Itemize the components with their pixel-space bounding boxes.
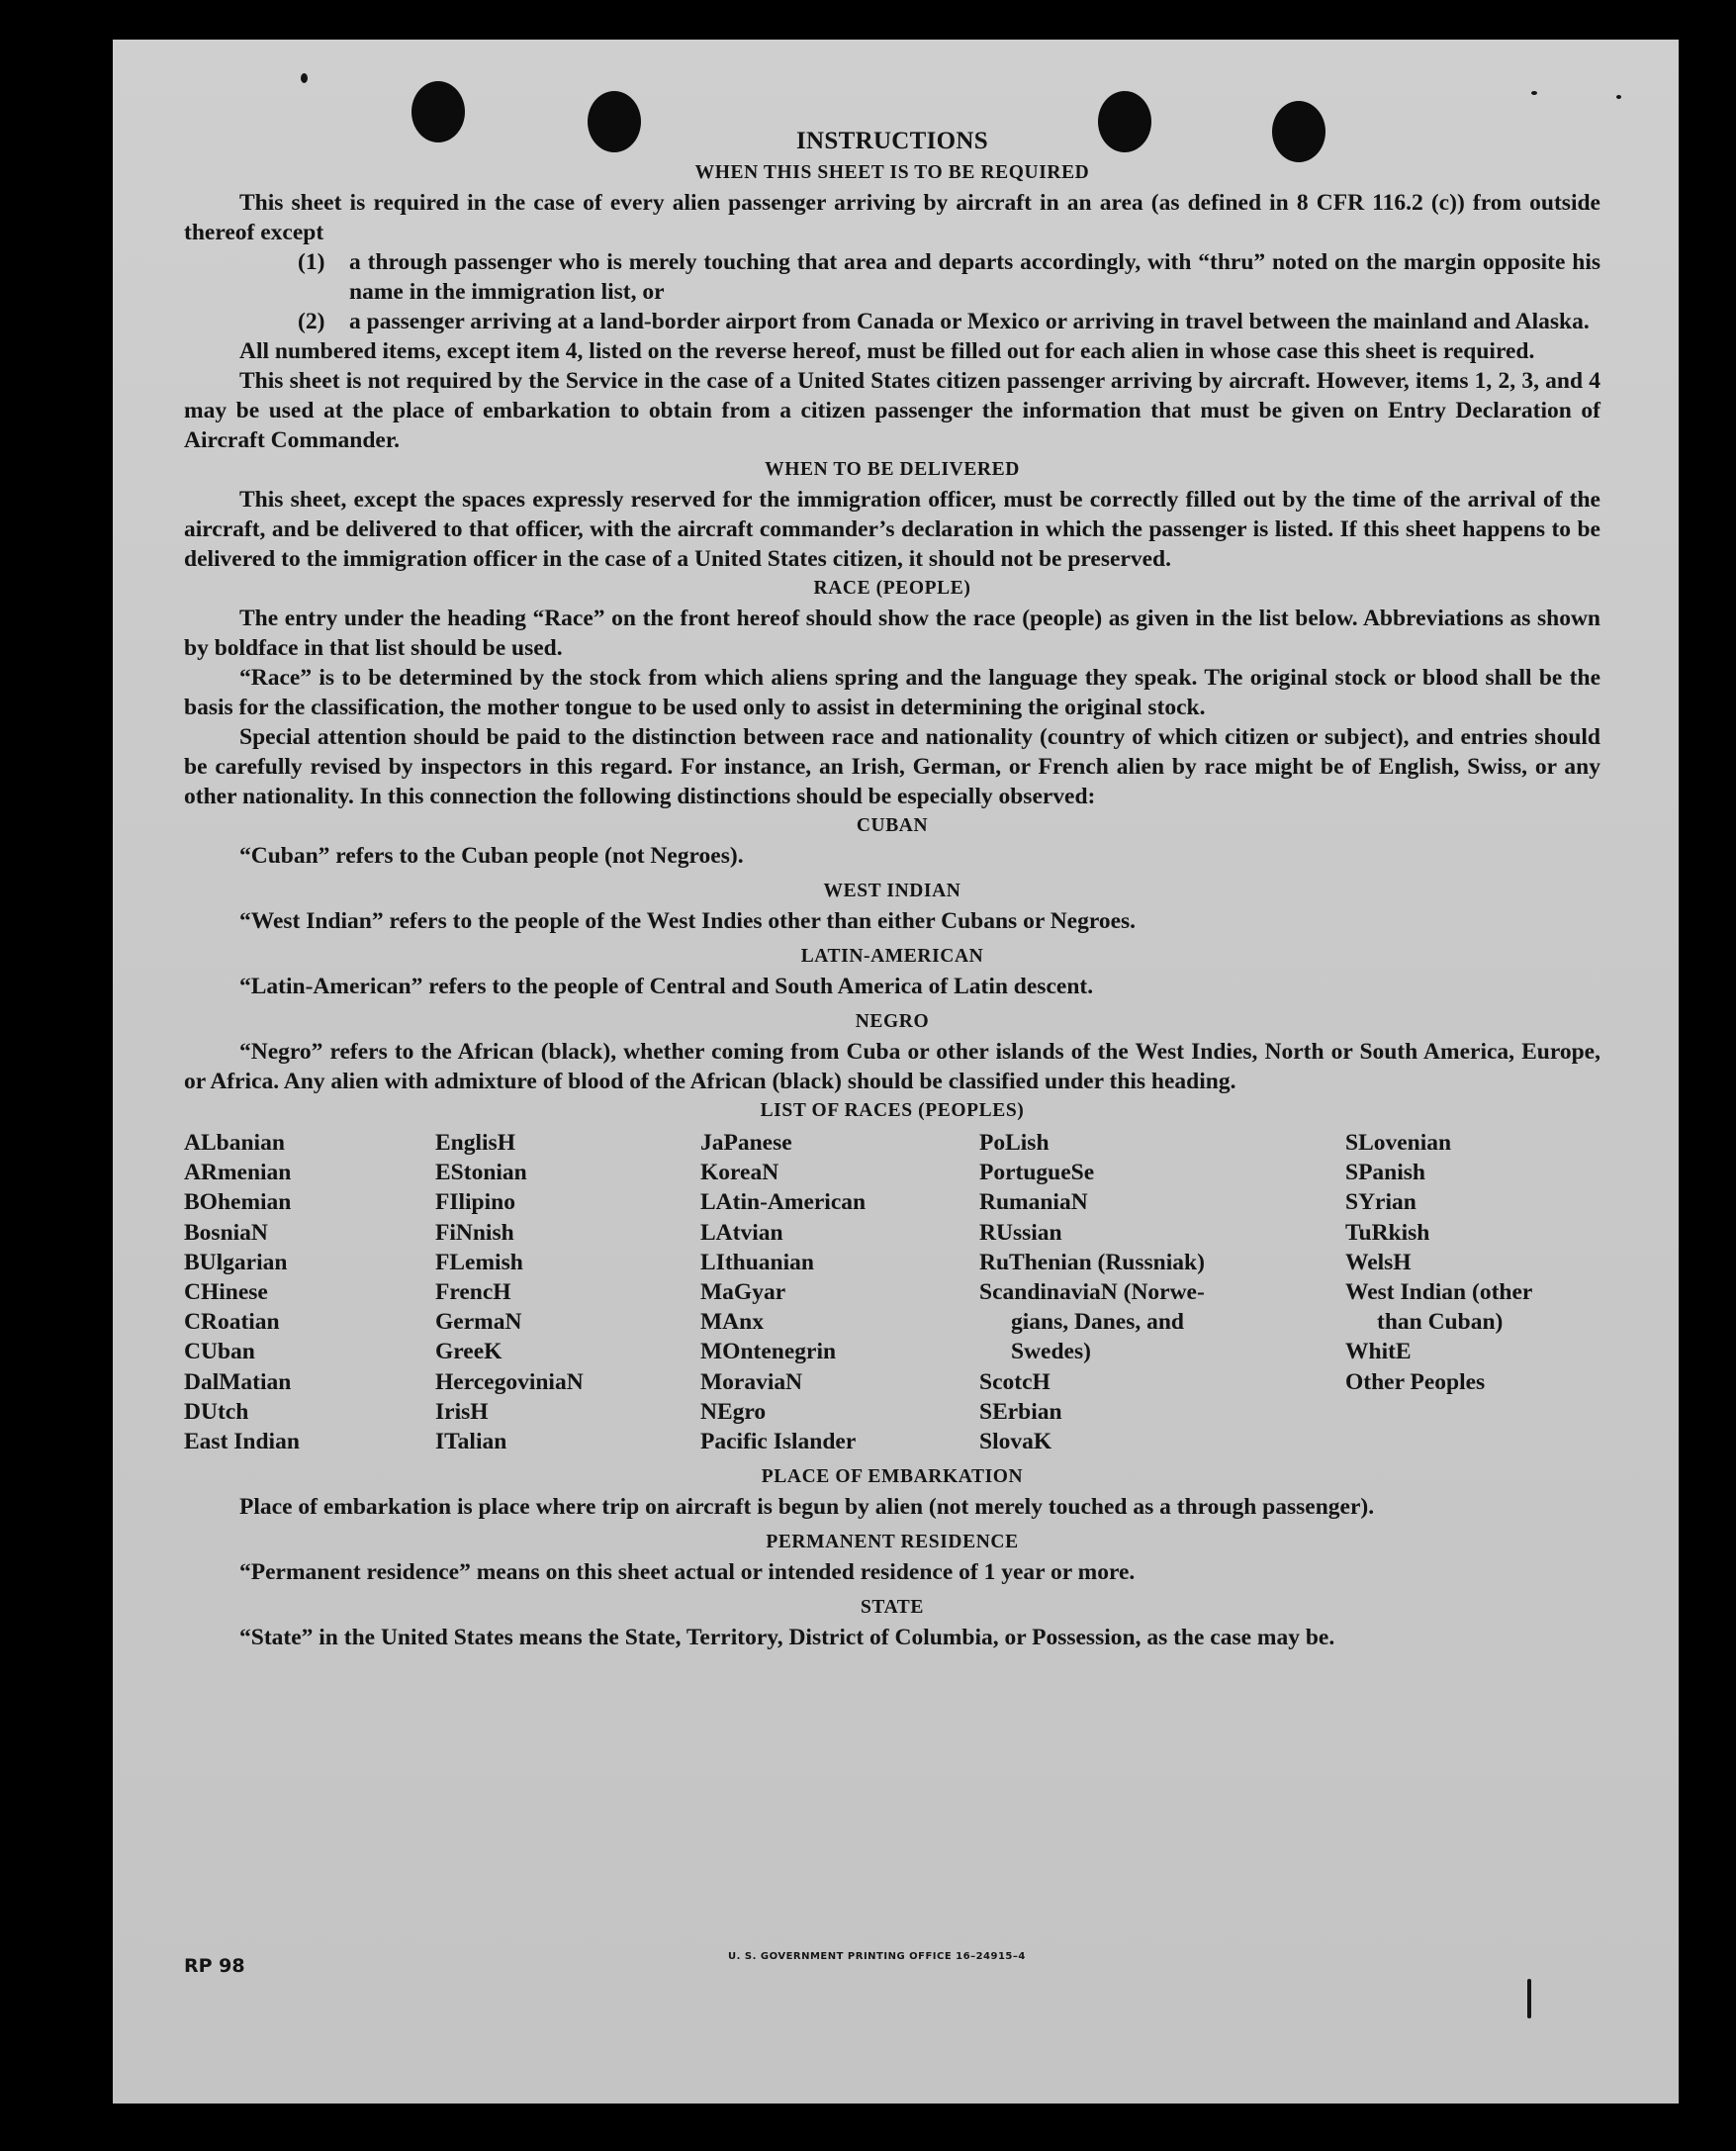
list-item: ITalian	[435, 1429, 507, 1455]
list-item: MoraviaN	[700, 1368, 803, 1395]
list-item: PoLish	[979, 1130, 1050, 1156]
list-item: WelsH	[1345, 1249, 1412, 1275]
list-item: SlovaK	[979, 1429, 1052, 1455]
list-item: TuRkish	[1345, 1219, 1430, 1246]
paragraph: “Negro” refers to the African (black), whether coming from Cuba or other islands of the West Indies, North or South America, Europe, or Africa. Any alien with admixture of blood of the African (black) should be classified under this heading.	[184, 1039, 1600, 1094]
list-item: SErbian	[979, 1398, 1062, 1425]
list-item: gians, Danes, and	[1011, 1309, 1184, 1336]
section-heading: LIST OF RACES (PEOPLES)	[760, 1100, 1025, 1121]
instructions-body	[184, 125, 1600, 1652]
list-item: RumaniaN	[979, 1189, 1088, 1216]
item-number: (2)	[298, 309, 325, 334]
list-item: IrisH	[435, 1398, 489, 1425]
race-column	[435, 1128, 700, 1456]
race-column	[979, 1128, 1345, 1456]
list-item: EStonian	[435, 1160, 527, 1186]
race-column	[700, 1128, 979, 1456]
list-item: ARmenian	[184, 1160, 292, 1186]
ink-speck	[1531, 91, 1537, 95]
item-number: (1)	[298, 249, 325, 275]
list-item: East Indian	[184, 1429, 300, 1455]
paragraph: This sheet is not required by the Service in the case of a United States citizen passenger arriving by aircraft. However, items 1, 2, 3, and 4 may be used at the place of embarkation to obtain from a citizen passenger the information that must be given on Entry Declaration of Aircraft Commander.	[184, 368, 1600, 453]
paragraph: Place of embarkation is place where trip on aircraft is begun by alien (not merely touched as a through passenger).	[239, 1494, 1375, 1521]
list-item: FIlipino	[435, 1189, 515, 1216]
list-item: JaPanese	[700, 1130, 792, 1156]
race-column	[184, 1128, 435, 1456]
list-item: Pacific Islander	[700, 1429, 857, 1455]
list-item: EnglisH	[435, 1130, 515, 1156]
paragraph: “Race” is to be determined by the stock from which aliens spring and the language they speak. The original stock or blood shall be the basis for the classification, the mother tongue to be used only to assist in determining the original stock.	[184, 665, 1600, 720]
paragraph: “State” in the United States means the State, Territory, District of Columbia, or Possession, as the case may be.	[239, 1625, 1335, 1651]
list-item: KoreaN	[700, 1160, 779, 1186]
list-item: West Indian (other	[1345, 1279, 1533, 1306]
list-item: MOntenegrin	[700, 1339, 837, 1365]
list-item: FiNnish	[435, 1219, 514, 1246]
paragraph: The entry under the heading “Race” on the front hereof should show the race (people) as given in the list below. Abbreviations as shown by boldface in that list should be used.	[184, 606, 1600, 661]
section-heading: PLACE OF EMBARKATION	[761, 1466, 1024, 1488]
paragraph: All numbered items, except item 4, listed on the reverse hereof, must be filled out for each alien in whose case this sheet is required.	[239, 338, 1535, 364]
list-item: Other Peoples	[1345, 1368, 1486, 1395]
list-item: MAnx	[700, 1309, 764, 1336]
paragraph: “Cuban” refers to the Cuban people (not Negroes).	[239, 843, 744, 869]
list-item: BosniaN	[184, 1219, 268, 1246]
document-page	[113, 40, 1679, 2104]
section-heading: NEGRO	[855, 1011, 930, 1032]
list-item: ALbanian	[184, 1130, 285, 1156]
race-column	[1345, 1128, 1600, 1456]
list-item: SLovenian	[1345, 1130, 1452, 1156]
paragraph: “Permanent residence” means on this sheet actual or intended residence of 1 year or more.	[239, 1559, 1136, 1586]
list-item: than Cuban)	[1377, 1309, 1504, 1336]
list-item: CRoatian	[184, 1309, 280, 1336]
section-heading: WHEN THIS SHEET IS TO BE REQUIRED	[694, 162, 1090, 183]
paragraph: “Latin-American” refers to the people of Central and South America of Latin descent.	[239, 974, 1094, 999]
list-item: ScotcH	[979, 1368, 1051, 1395]
list-item: SPanish	[1345, 1160, 1425, 1186]
list-item: DUtch	[184, 1398, 249, 1425]
form-number: RP 98	[184, 1955, 245, 1977]
list-item: FLemish	[435, 1249, 523, 1275]
list-item: WhitE	[1345, 1339, 1412, 1365]
list-item: MaGyar	[700, 1279, 786, 1306]
list-item: RuThenian (Russniak)	[979, 1249, 1205, 1275]
paragraph: This sheet, except the spaces expressly reserved for the immigration officer, must be correctly filled out by the time of the arrival of the aircraft, and be delivered to that officer, with the aircraft commander’s declaration in which the passenger is listed. If this sheet happens to be delivered to the immigration officer in the case of a United States citizen, it should not be preserved.	[184, 487, 1600, 572]
paragraph: This sheet is required in the case of every alien passenger arriving by aircraft in an area (as defined in 8 CFR 116.2 (c)) from outside thereof except	[184, 190, 1600, 245]
list-item: GreeK	[435, 1339, 503, 1365]
section-heading: WHEN TO BE DELIVERED	[765, 459, 1020, 480]
exception-item	[184, 307, 1600, 336]
list-item: BUlgarian	[184, 1249, 288, 1275]
list-item: LAtin-American	[700, 1189, 867, 1216]
exception-item	[184, 247, 1600, 307]
section-heading: CUBAN	[856, 815, 929, 836]
race-list	[184, 1128, 1600, 1456]
item-text: a through passenger who is merely touching that area and departs accordingly, with “thru” noted on the margin opposite his name in the immigration list, or	[349, 249, 1600, 305]
item-text: a passenger arriving at a land-border airport from Canada or Mexico or arriving in travel between the mainland and Alaska.	[349, 309, 1590, 334]
ink-speck	[301, 73, 308, 83]
list-item: RUssian	[979, 1219, 1062, 1246]
section-heading: PERMANENT RESIDENCE	[766, 1532, 1019, 1553]
ink-speck	[1616, 95, 1621, 99]
list-item: FrencH	[435, 1279, 511, 1306]
list-item: LIthuanian	[700, 1249, 814, 1275]
list-item: DalMatian	[184, 1368, 292, 1395]
section-heading: WEST INDIAN	[823, 881, 961, 901]
section-heading: LATIN-AMERICAN	[800, 946, 984, 967]
list-item: PortugueSe	[979, 1160, 1095, 1186]
list-item: CHinese	[184, 1279, 268, 1306]
list-item: ScandinaviaN (Norwe-	[979, 1279, 1205, 1306]
section-heading: STATE	[860, 1597, 925, 1619]
list-item: BOhemian	[184, 1189, 292, 1216]
list-item: GermaN	[435, 1309, 522, 1336]
list-item: HercegoviniaN	[435, 1368, 584, 1395]
printer-imprint: U. S. GOVERNMENT PRINTING OFFICE 16–24915–4	[728, 1951, 1026, 1962]
list-item: CUban	[184, 1339, 255, 1365]
list-item: LAtvian	[700, 1219, 783, 1246]
paragraph: “West Indian” refers to the people of the West Indies other than either Cubans or Negroes.	[239, 908, 1137, 934]
list-item: SYrian	[1345, 1189, 1416, 1216]
list-item: NEgro	[700, 1398, 767, 1425]
section-heading: RACE (PEOPLE)	[813, 578, 971, 599]
page-title: INSTRUCTIONS	[796, 128, 988, 154]
paragraph: Special attention should be paid to the distinction between race and nationality (country of which citizen or subject), and entries should be carefully revised by inspectors in this regard. For instance, an Irish, German, or French alien by race might be of English, Swiss, or any other nationality. In this connection the following distinctions should be especially observed:	[184, 724, 1600, 809]
ink-speck	[1527, 1979, 1531, 2018]
list-item: Swedes)	[1011, 1339, 1091, 1365]
